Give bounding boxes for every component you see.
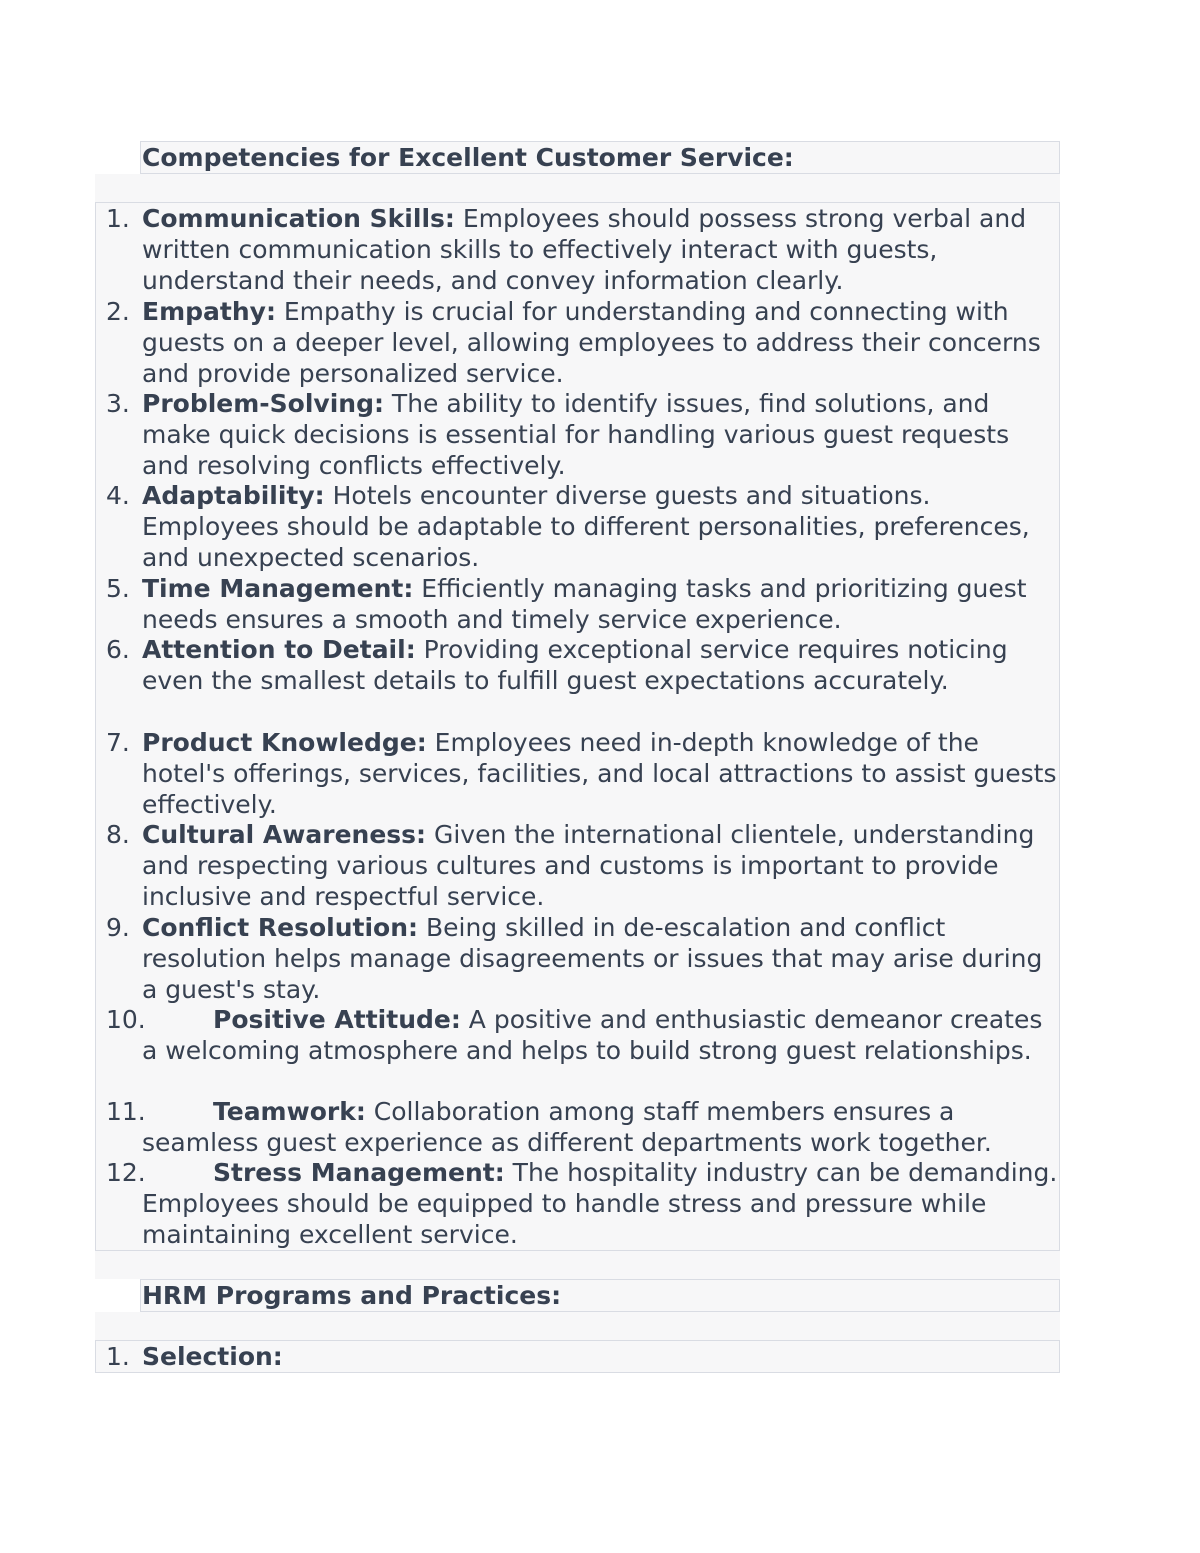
item-term: Problem-Solving:: [142, 389, 384, 418]
section-heading: Competencies for Excellent Customer Service:: [142, 143, 794, 172]
list-item: [142, 912, 1058, 1005]
item-term: Cultural Awareness:: [142, 820, 427, 849]
list-number: 5.: [106, 574, 130, 603]
list-item: [142, 203, 1058, 296]
list-item: [142, 727, 1058, 820]
item-description: Providing exceptional service requires noticing even the smallest details to fulfill guest expectations accurately.: [142, 635, 1008, 695]
list-number: 10.: [106, 1005, 146, 1034]
item-description: Employees should possess strong verbal and written communication skills to effectively interact with guests, understand their needs, and convey information clearly.: [142, 204, 1027, 295]
list-number: 6.: [106, 635, 130, 664]
item-description: Being skilled in de-escalation and conflict resolution helps manage disagreements or issues that may arise during a guest's stay.: [142, 913, 1043, 1004]
list-item: [142, 1096, 1058, 1158]
item-term: Positive Attitude:: [213, 1005, 461, 1034]
item-description: Employees need in-depth knowledge of the hotel's offerings, services, facilities, and local attractions to assist guests effectively.: [142, 728, 1057, 819]
list-number: 7.: [106, 728, 130, 757]
item-description: A positive and enthusiastic demeanor creates a welcoming atmosphere and helps to build strong guest relationships.: [142, 1005, 1043, 1065]
item-term: Stress Management:: [213, 1158, 505, 1187]
spacer: [95, 1251, 1060, 1279]
spacer: [95, 1312, 1060, 1340]
list-number: 11.: [106, 1097, 146, 1126]
list-item: [142, 1004, 1058, 1066]
list-number: 12.: [106, 1158, 146, 1187]
list-item: [142, 480, 1058, 573]
list-item: [142, 573, 1058, 635]
list-item: [142, 296, 1058, 389]
item-term: Teamwork:: [213, 1097, 366, 1126]
item-term: Product Knowledge:: [142, 728, 427, 757]
list-item: [142, 388, 1058, 481]
item-description: Hotels encounter diverse guests and situations. Employees should be adaptable to different personalities, preferences, and unexpected scenarios.: [142, 481, 1030, 572]
item-description: The ability to identify issues, find solutions, and make quick decisions is essential for handling various guest requests and resolving conflicts effectively.: [142, 389, 1010, 480]
item-term: Time Management:: [142, 574, 414, 603]
item-term: Adaptability:: [142, 481, 325, 510]
item-term: Selection:: [142, 1342, 283, 1371]
list-item: [142, 819, 1058, 912]
item-term: Attention to Detail:: [142, 635, 416, 664]
list-number: 1.: [106, 1342, 130, 1371]
list-number: 9.: [106, 913, 130, 942]
item-description: The hospitality industry can be demanding. Employees should be equipped to handle stress and pressure while maintaining excellent service.: [142, 1158, 1058, 1249]
item-term: Communication Skills:: [142, 204, 455, 233]
section-heading: HRM Programs and Practices:: [142, 1281, 562, 1310]
item-description: Empathy is crucial for understanding and connecting with guests on a deeper level, allowing employees to address their concerns and provide personalized service.: [142, 297, 1041, 388]
list-item: [142, 1341, 1058, 1372]
list-item: [142, 1157, 1058, 1250]
list-number: 4.: [106, 481, 130, 510]
item-description: Given the international clientele, understanding and respecting various cultures and customs is important to provide inclusive and respectful service.: [142, 820, 1035, 911]
item-term: Empathy:: [142, 297, 276, 326]
item-description: Collaboration among staff members ensures a seamless guest experience as different departments work together.: [142, 1097, 992, 1157]
item-term: Conflict Resolution:: [142, 913, 419, 942]
list-number: 3.: [106, 389, 130, 418]
list-number: 2.: [106, 297, 130, 326]
list-item: [142, 634, 1058, 696]
item-description: Efficiently managing tasks and prioritizing guest needs ensures a smooth and timely service experience.: [142, 574, 1027, 634]
spacer: [95, 174, 1060, 202]
list-number: 8.: [106, 820, 130, 849]
list-number: 1.: [106, 204, 130, 233]
